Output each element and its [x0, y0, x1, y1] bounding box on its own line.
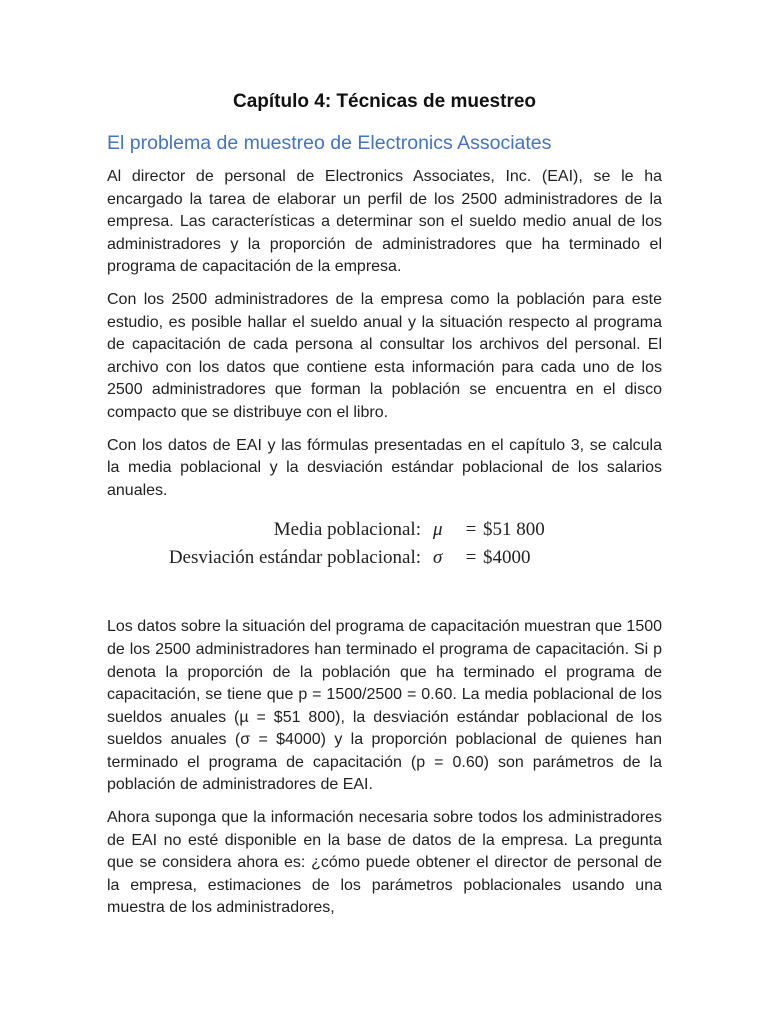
formula-label: Desviación estándar poblacional: — [168, 547, 421, 569]
formula-value: $51 800 — [483, 519, 545, 541]
paragraph-parameters: Los datos sobre la situación del programa de capacitación muestran que 1500 de los 2500 administradores han terminado el programa de capacitación. Si p denota la proporción de la población que ha terminado el programa de capacitación, se tiene que p = 1500/2500 = 0.60. La media poblacional de los sueldos anuales (µ = $51 800), la desviación estándar poblacional de los sueldos anuales (σ = $4000) y la proporción poblacional de quienes han terminado el programa de capacitación (p = 0.60) son parámetros de la población de administradores de EAI. — [107, 618, 663, 794]
formula-row-mean — [147, 516, 662, 544]
section-heading: El problema de muestreo de Electronics Associates — [107, 132, 552, 154]
sigma-symbol: σ — [433, 547, 443, 569]
paragraph-population: Con los 2500 administradores de la empresa como la población para este estudio, es posible hallar el sueldo anual y la situación respecto al programa de capacitación de cada persona al consultar los archivos del personal. El archivo con los datos que contiene esta información para cada uno de los 2500 administradores que forman la población se encuentra en el disco compacto que se distribuye con el libro. — [107, 290, 662, 421]
paragraph-intro: Al director de personal de Electronics Associates, Inc. (EAI), se le ha encargado la tarea de elaborar un perfil de los 2500 administradores de la empresa. Las características a determinar son el sueldo medio anual de los administradores y la proporción de administradores que ha terminado el programa de capacitación de la empresa. — [107, 168, 662, 276]
paragraph-formulas-intro: Con los datos de EAI y las fórmulas presentadas en el capítulo 3, se calcula la media poblacional y la desviación estándar poblacional de los salarios anuales. — [107, 436, 662, 499]
chapter-title: Capítulo 4: Técnicas de muestreo — [232, 91, 537, 112]
mu-symbol: μ — [433, 519, 443, 541]
equals-sign: = — [465, 547, 477, 569]
formula-row-stddev — [147, 544, 662, 572]
equals-sign: = — [465, 519, 477, 541]
formula-value: $4000 — [483, 547, 531, 569]
formula-label: Media poblacional: — [273, 519, 421, 541]
formula-block — [147, 516, 662, 572]
document-page — [107, 86, 662, 930]
paragraph-question: Ahora suponga que la información necesaria sobre todos los administradores de EAI no esté disponible en la base de datos de la empresa. La pregunta que se considera ahora es: ¿cómo puede obtener el director de personal de la empresa, estimaciones de los parámetros poblacionales usando una muestra de los administradores, — [107, 809, 662, 917]
